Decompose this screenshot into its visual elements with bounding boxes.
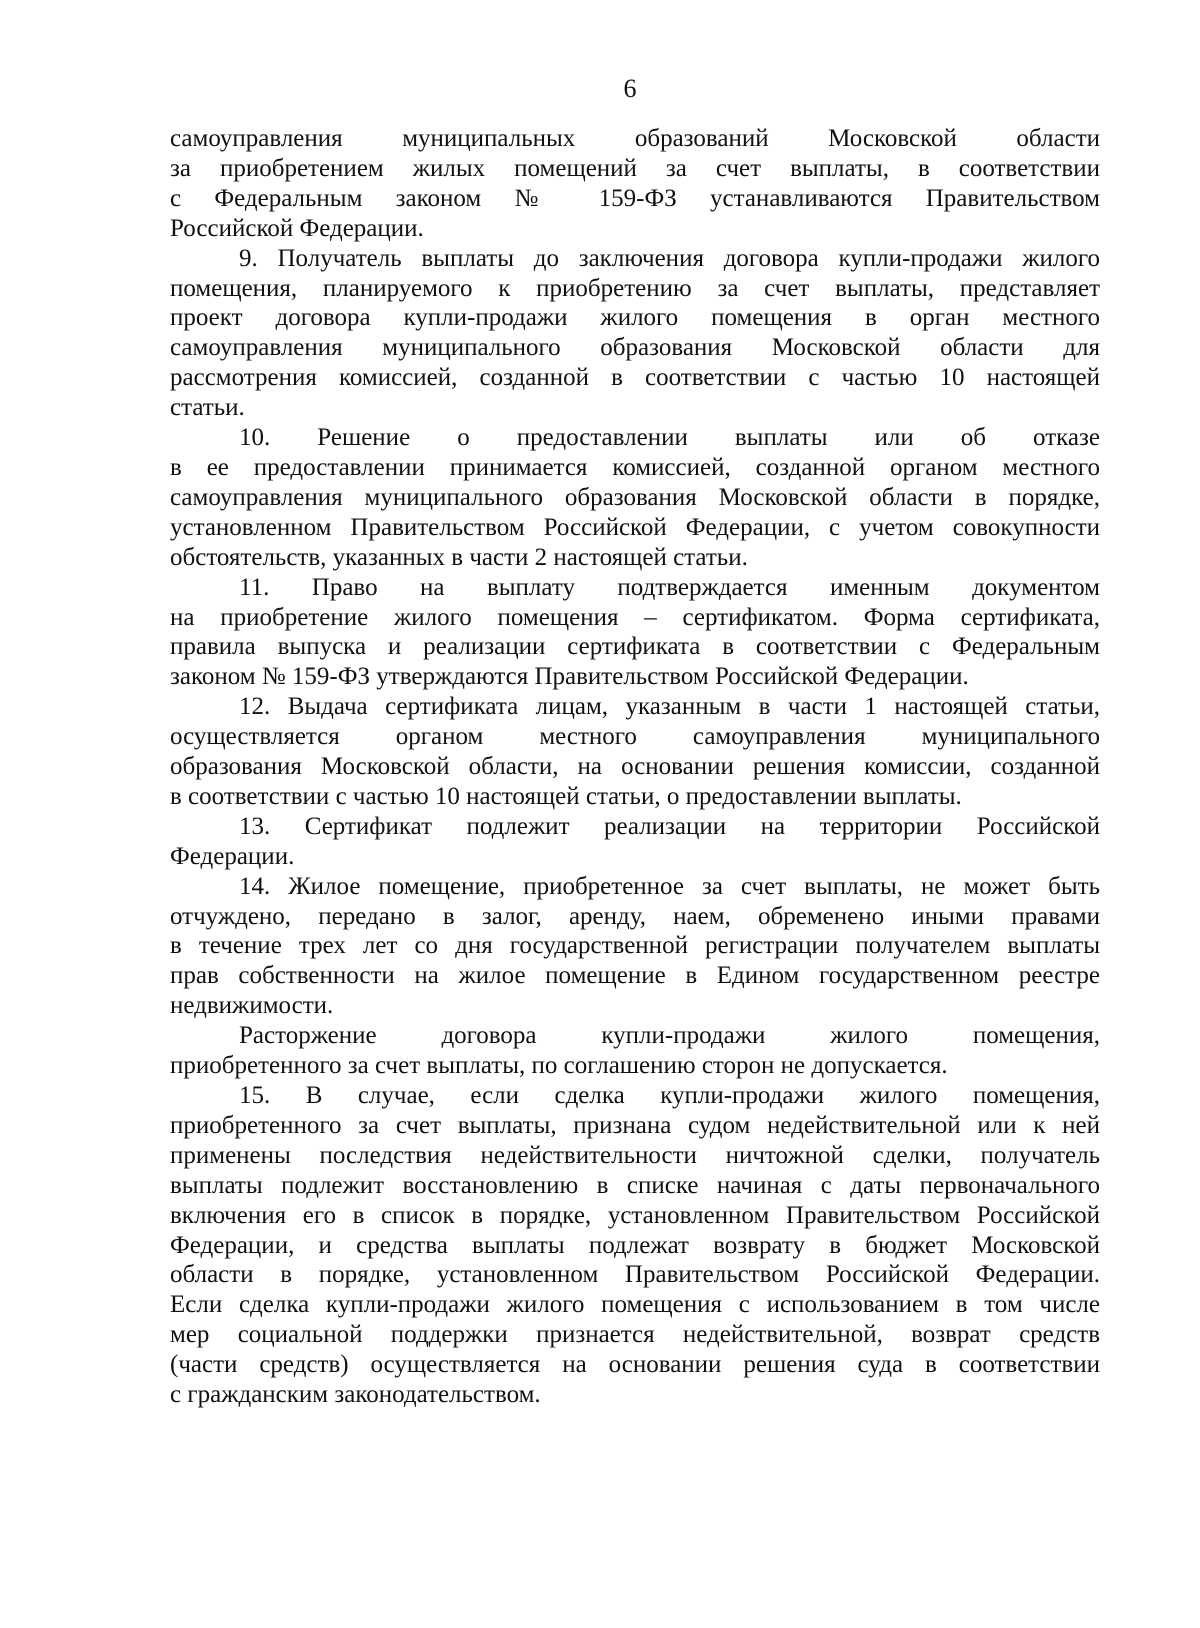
page-number: 6 bbox=[623, 74, 637, 103]
text-line: выплаты подлежит восстановлению в списке начиная с даты первоначального bbox=[170, 1171, 1100, 1199]
text-line: (части средств) осуществляется на основании решения суда в соответствии bbox=[170, 1351, 1100, 1379]
text-line: законом № 159-ФЗ утверждаются Правительством Российской Федерации. bbox=[170, 663, 969, 691]
text-line: применены последствия недействительности ничтожной сделки, получатель bbox=[170, 1141, 1100, 1169]
text-line: 10. Решение о предоставлении выплаты или об отказе bbox=[239, 424, 1100, 452]
text-line: недвижимости. bbox=[170, 992, 334, 1020]
text-line: осуществляется органом местного самоуправления муниципального bbox=[170, 723, 1100, 751]
text-line: Российской Федерации. bbox=[170, 214, 424, 242]
text-line: приобретенного за счет выплаты, по соглашению сторон не допускается. bbox=[170, 1052, 948, 1080]
text-line: с Федеральным законом № 159-ФЗ устанавливаются Правительством bbox=[170, 184, 1100, 212]
text-line: самоуправления муниципального образования Московской области для bbox=[170, 334, 1100, 362]
paragraph-14 bbox=[170, 872, 1100, 1022]
text-line: Федерации, и средства выплаты подлежат возврату в бюджет Московской bbox=[170, 1231, 1100, 1259]
text-line: Расторжение договора купли-продажи жилого помещения, bbox=[239, 1022, 1100, 1050]
text-line: проект договора купли-продажи жилого помещения в орган местного bbox=[170, 304, 1100, 332]
text-line: за приобретением жилых помещений за счет выплаты, в соответствии bbox=[170, 154, 1100, 182]
text-line: прав собственности на жилое помещение в Едином государственном реестре bbox=[170, 962, 1100, 990]
text-line: отчуждено, передано в залог, аренду, наем, обременено иными правами bbox=[170, 902, 1100, 930]
paragraph-15 bbox=[170, 1081, 1100, 1410]
text-line: Федерации. bbox=[170, 842, 295, 870]
text-line: 15. В случае, если сделка купли-продажи жилого помещения, bbox=[239, 1082, 1100, 1109]
text-line: Если сделка купли-продажи жилого помещения с использованием в том числе bbox=[170, 1291, 1100, 1319]
text-line: 14. Жилое помещение, приобретенное за счет выплаты, не может быть bbox=[239, 872, 1100, 900]
text-line: помещения, планируемого к приобретению за счет выплаты, представляет bbox=[170, 274, 1100, 302]
text-line: статьи. bbox=[170, 394, 245, 422]
paragraph-14b bbox=[170, 1021, 1100, 1081]
text-line: в ее предоставлении принимается комиссией, созданной органом местного bbox=[170, 453, 1100, 481]
text-line: 13. Сертификат подлежит реализации на территории Российской bbox=[239, 812, 1100, 840]
text-line: обстоятельств, указанных в части 2 настоящей статьи. bbox=[170, 543, 748, 571]
text-line: правила выпуска и реализации сертификата в соответствии с Федеральным bbox=[170, 633, 1100, 661]
text-line: самоуправления муниципальных образований Московской области bbox=[170, 125, 1100, 152]
text-line: в течение трех лет со дня государственной регистрации получателем выплаты bbox=[170, 932, 1100, 960]
text-line: на приобретение жилого помещения – сертификатом. Форма сертификата, bbox=[170, 603, 1100, 631]
text-line: установленном Правительством Российской Федерации, с учетом совокупности bbox=[170, 513, 1100, 541]
paragraph-13 bbox=[170, 812, 1100, 872]
document-body bbox=[170, 124, 1100, 1410]
text-line: с гражданским законодательством. bbox=[170, 1381, 541, 1409]
paragraph-12 bbox=[170, 692, 1100, 812]
paragraph-9 bbox=[170, 244, 1100, 423]
text-line: рассмотрения комиссией, созданной в соответствии с частью 10 настоящей bbox=[170, 364, 1100, 392]
paragraph-11 bbox=[170, 573, 1100, 693]
text-line: включения его в список в порядке, установленном Правительством Российской bbox=[170, 1201, 1100, 1229]
text-line: в соответствии с частью 10 настоящей статьи, о предоставлении выплаты. bbox=[170, 782, 962, 810]
paragraph-10 bbox=[170, 423, 1100, 573]
text-line: мер социальной поддержки признается недействительной, возврат средств bbox=[170, 1321, 1100, 1349]
text-line: области в порядке, установленном Правительством Российской Федерации. bbox=[170, 1261, 1100, 1289]
text-line: самоуправления муниципального образования Московской области в порядке, bbox=[170, 483, 1100, 511]
text-line: приобретенного за счет выплаты, признана судом недействительной или к ней bbox=[170, 1111, 1100, 1139]
text-line: 11. Право на выплату подтверждается именным документом bbox=[239, 573, 1100, 601]
text-line: 9. Получатель выплаты до заключения договора купли-продажи жилого bbox=[239, 244, 1100, 272]
paragraph-cont bbox=[170, 124, 1100, 244]
text-line: 12. Выдача сертификата лицам, указанным в части 1 настоящей статьи, bbox=[239, 693, 1100, 721]
text-line: образования Московской области, на основании решения комиссии, созданной bbox=[170, 753, 1100, 781]
